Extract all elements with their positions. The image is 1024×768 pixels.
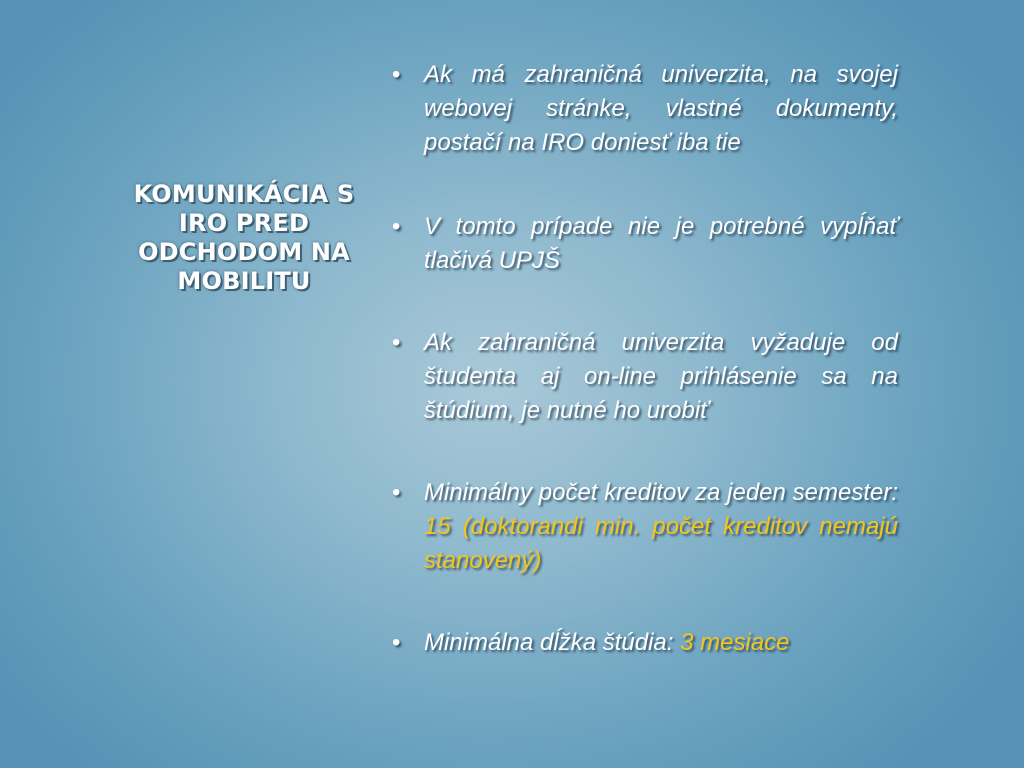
bullet-marker: •: [392, 213, 401, 240]
bullet-text-4: Minimálny počet kreditov za jeden semester:: [424, 479, 898, 506]
bullet-text-3: Ak zahraničná univerzita vyžaduje od študenta aj on-line prihlásenie sa na štúdium, je nutné ho urobiť: [424, 329, 898, 424]
bullet-marker: •: [392, 329, 401, 356]
bullet-item-4: [392, 476, 898, 578]
bullet-highlight-4: 15 (doktorandi min. počet kreditov nemajú stanovený): [424, 513, 898, 574]
bullet-item-2: [392, 210, 898, 278]
bullet-text-2: V tomto prípade nie je potrebné vypĺňať tlačivá UPJŠ: [424, 213, 898, 274]
bullet-marker: •: [392, 479, 401, 506]
slide-title: KOMUNIKÁCIA S IRO PRED ODCHODOM NA MOBILITU: [133, 180, 355, 295]
bullet-marker: •: [392, 61, 401, 88]
bullet-item-1: [392, 58, 898, 160]
bullet-text-1: Ak má zahraničná univerzita, na svojej webovej stránke, vlastné dokumenty, postačí na IRO doniesť iba tie: [424, 61, 898, 156]
bullet-highlight-5: 3 mesiace: [680, 629, 790, 656]
bullet-text-5: Minimálna dĺžka štúdia:: [424, 629, 681, 656]
bullet-item-3: [392, 326, 898, 428]
bullet-marker: •: [392, 629, 401, 656]
bullet-item-5: [392, 626, 898, 660]
